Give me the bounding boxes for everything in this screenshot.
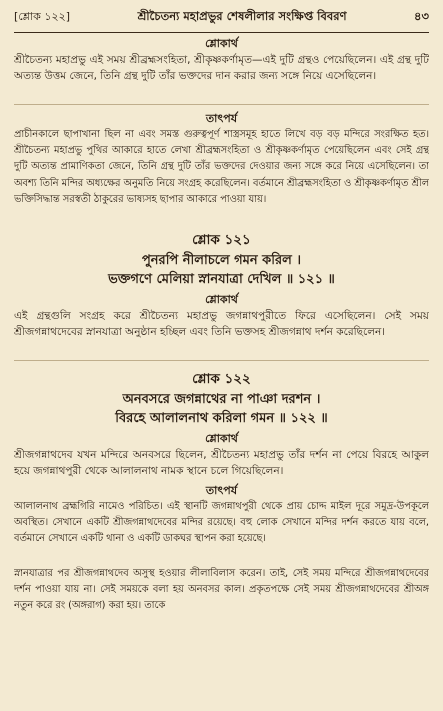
translation-section-1 bbox=[14, 33, 429, 101]
verse-reference: [শ্লোক ১২২] bbox=[14, 10, 71, 23]
purport-text: আলালনাথ ব্রহ্মগিরি নামেও পরিচিত। এই স্থানটি জগন্নাথপুরী থেকে প্রায় চোদ্দ মাইল দূরে সমুদ্র-উপকূলে অবস্থিত। সেখানে একটি শ্রীজগন্নাথদেবের মন্দির রয়েছে। বহু লোক সেখানে মন্দির দর্শন করতে যায় বলে, বর্তমানে সেখানে একটি থানা ও একটি ডাকঘর স্থাপন করা হয়েছে। bbox=[14, 501, 429, 545]
translation-text: শ্রীজগন্নাথদেব যখন মন্দিরে অনবসরে ছিলেন, শ্রীচৈতন্য মহাপ্রভু তাঁর দর্শন না পেয়ে বিরহে আকুল হয়ে জগন্নাথপুরী থেকে আলালনাথ নামক স্থানে চলে গিয়েছিলেন। bbox=[14, 449, 429, 478]
translation-heading: শ্লোকার্থ bbox=[205, 293, 238, 306]
purport-section-2 bbox=[14, 480, 429, 615]
chapter-title: শ্রীচৈতন্য মহাপ্রভুর শেষলীলার সংক্ষিপ্ত বিবরণ bbox=[137, 9, 347, 23]
translation-text: এই গ্রন্থগুলি সংগ্রহ করে শ্রীচৈতন্য মহাপ্রভু জগন্নাথপুরীতে ফিরে এসেছিলেন। সেই সময় শ্রীজগন্নাথদেবের স্নানযাত্রা অনুষ্ঠান হচ্ছিল এবং তিনি ভক্তসহ শ্রীজগন্নাথ দর্শন করেছিলেন। bbox=[14, 310, 429, 339]
verse-line-1: পুনরপি নীলাচলে গমন করিল । bbox=[141, 253, 302, 268]
verse-title: শ্লোক ১২১ bbox=[192, 232, 251, 248]
verse-121 bbox=[14, 225, 429, 357]
purport-text-continued: স্নানযাত্রার পর শ্রীজগন্নাথদেব অসুস্থ হওয়ার লীলাবিলাস করেন। তাই, সেই সময় মন্দিরে শ্রীজগন্নাথদেবের দর্শন পাওয়া যায় না। সেই সময়কে বলা হয় অনবসর কাল। প্রকৃতপক্ষে সেই সময় শ্রীজগন্নাথদেবের শ্রীঅঙ্গ নতুন করে রং (অঙ্গরাগ) করা হয়। তাকে bbox=[14, 568, 429, 612]
translation-text: শ্রীচৈতন্য মহাপ্রভু এই সময় শ্রীব্রহ্মসংহিতা, শ্রীকৃষ্ণকর্ণামৃত—এই দুটি গ্রন্থও পেয়েছিলেন। এই গ্রন্থ দুটি অত্যন্ত উত্তম জেনে, তিনি গ্রন্থ দুটি তাঁর ভক্তদের দান করার জন্য সঙ্গে নিয়ে এসেছিলেন। bbox=[14, 54, 429, 83]
purport-text: প্রাচীনকালে ছাপাখানা ছিল না এবং সমস্ত গুরুত্বপূর্ণ শাস্ত্রসমূহ হাতে লিখে বড় বড় মন্দিরে সংরক্ষিত হত। শ্রীচৈতন্য মহাপ্রভু পুথির আকারে হাতে লেখা শ্রীব্রহ্মসংহিতা ও শ্রীকৃষ্ণকর্ণামৃত পেয়েছিলেন এবং সেই গ্রন্থ দুটি অত্যন্ত প্রামাণিকতা জেনে, তিনি গ্রন্থ দুটি তাঁর ভক্তদের দেওয়ার জন্য সঙ্গে করে নিয়ে এসেছিলেন। তা অবশ্য তিনি মন্দির অধ্যক্ষের অনুমতি নিয়ে সংগ্রহ করেছিলেন। বর্তমানে শ্রীব্রহ্মসংহিতা ও শ্রীকৃষ্ণকর্ণামৃত শ্রীল ভক্তিসিদ্ধান্ত সরস্বতী ঠাকুরের ভাষ্যসহ ছাপার আকারে পাওয়া যায়। bbox=[14, 129, 429, 205]
purport-section-1 bbox=[14, 108, 429, 225]
translation-heading: শ্লোকার্থ bbox=[205, 37, 238, 50]
verse-122 bbox=[14, 364, 429, 480]
verse-line-2: বিরহে আলালনাথ করিলা গমন ॥ ১২২ ॥ bbox=[115, 411, 328, 426]
purport-heading: তাৎপর্য bbox=[205, 484, 238, 497]
verse-title: শ্লোক ১২২ bbox=[192, 371, 251, 387]
book-page bbox=[14, 8, 429, 703]
page-number: ৪৩ bbox=[414, 9, 429, 23]
divider bbox=[14, 104, 429, 105]
translation-heading: শ্লোকার্থ bbox=[205, 432, 238, 445]
verse-line-1: অনবসরে জগন্নাথের না পাঞা দরশন । bbox=[122, 392, 321, 407]
verse-line-2: ভক্তগণে মেলিয়া স্নানযাত্রা দেখিল ॥ ১২১ ॥ bbox=[108, 272, 335, 287]
running-header bbox=[14, 8, 429, 33]
purport-heading: তাৎপর্য bbox=[205, 112, 238, 125]
divider bbox=[14, 360, 429, 361]
